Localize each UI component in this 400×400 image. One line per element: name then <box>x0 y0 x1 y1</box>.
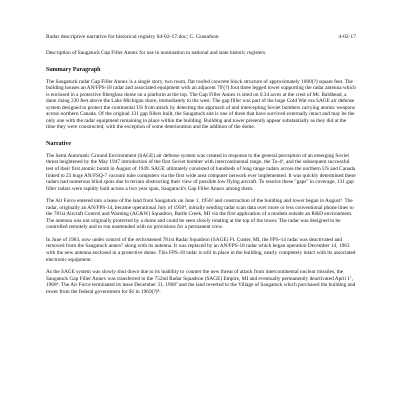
narrative-paragraph-3: In June of 1963, now under control of the rechristened 781st Radar Squadron (SAGE) Ft. Custer, MI, the FPS-14 radar was deactivated and removed from the Saugatuck annex⁵ along with its antenna. It was replaced by an AN/FPS-18 radar which began operation December 14, 1963 with the new antenna enclosed in a protective dome. This FPS-18 radar is still in place in the building, nearly completely intact with its associated electronic equipment. <box>46 236 356 263</box>
document-header <box>46 34 356 41</box>
document-title: Radar descriptive narrative for historical registry 04-02-17.doc; C. Gustafson <box>46 34 219 40</box>
document-description: Description of Saugatuck Gap Filler Annex for use in nomination to national and state historic registers. <box>46 50 267 56</box>
document-date: 4-02-17 <box>338 34 356 40</box>
narrative-paragraph-1: The Semi Automatic Ground Environment (SAGE) air defense system was created in response to the general perception of an emerging Soviet threat heightened by the May 1947 introduction of the first Soviet bomber with intercontinental range, the Tu-4¹, and the subsequent successful test of their first atomic bomb in August of 1949. SAGE ultimately consisted of hundreds of long range radars across the northern US and Canada linked to 23 huge AN/FSQ-7 vacuum tube computers via the first wide area computer network ever implemented. It was quickly determined these radars had numerous blind spots due to terrain obstructing their view of possible low flying aircraft. To resolve these "gaps" in coverage, 131 gap filler radars were rapidly built across a two year span, Saugatuck's Gap Filler Annex among them. <box>46 152 356 192</box>
narrative-heading: Narrative <box>46 140 71 147</box>
narrative-paragraph-2: The Air Force entered into a lease of the land from Saugatuck on June 1, 1956² and construction of the building and tower began in August³. The radar, originally an AN/FPS-14, became operational July of 1958⁴, initially sending radar scan data over more or less conventional phone lines to the 781st Aircraft Control and Warning (AC&W) Squadron, Battle Creek, MI via the first application of a modem outside an R&D environment. The antenna was not originally protected by a dome and could be seen slowly rotating at the top of the tower. The radar was designed to be controlled remotely and to run unattended with no provisions for a permanent crew. <box>46 198 354 231</box>
narrative-paragraph-4: As the SAGE system was slowly shut down due to its inability to counter the new threat of attack from intercontinental nuclear missiles, the Saugatuck Gap Filler Annex was transferred to the 752nd Radar Squadron (SAGE) Empire, MI and eventually permanently deactivated April 1⁷, 1968⁶. The Air Force terminated its lease December 31, 1968⁷ and the land reverted to the Village of Saugatuck which purchased the building and tower from the federal government for $1 in 1969(?)⁸. <box>46 269 356 295</box>
summary-paragraph: The Saugatuck radar Gap Filler Annex is a single story, two room, flat roofed concrete block structure of approximately 1000(?) square feet. The building houses an AN/FPS-18 radar and associated equipment with an adjacent 70'(?) foot three legged tower supporting the radar antenna which is enclosed in a protective fiberglass dome on a platform at the top. The Gap Filler Annex is sited on 0.34 acres at the crest of Mt. Baldhead, a dune rising 230 feet above the Lake Michigan shore, immediately to the west. The gap filler was part of the huge Cold War era SAGE air defense system designed to protect the continental US from attack by detecting the approach of and intercepting Soviet bombers carrying atomic weapons across northern Canada. Of the original 131 gap fillers built, the Saugatuck site is one of three that have survived externally intact and may be the only one with the radar equipment remaining in place within the building. Building and tower presently appear substantially as they did at the time they were constructed, with the exception of some deterioration and the addition of the dome. <box>46 78 356 131</box>
summary-heading: Summary Paragraph <box>46 66 101 73</box>
